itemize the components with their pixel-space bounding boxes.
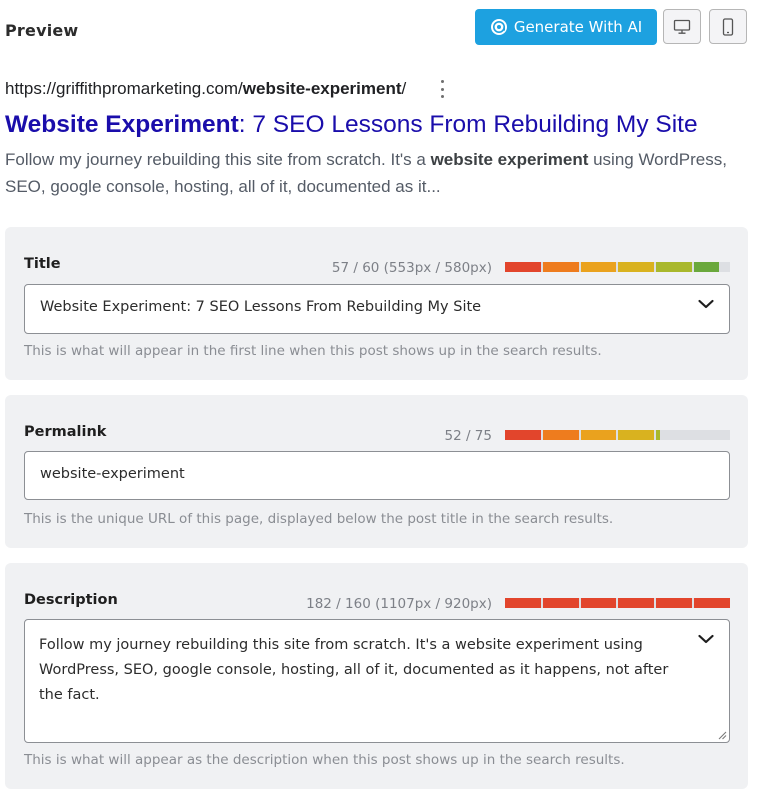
length-bar-segment — [656, 262, 692, 272]
chevron-down-icon[interactable] — [697, 295, 715, 313]
serp-url-suffix: / — [401, 79, 407, 98]
title-input[interactable] — [24, 284, 730, 334]
permalink-panel — [5, 395, 748, 548]
serp-url-prefix: https://griffithpromarketing.com/ — [5, 79, 243, 98]
chevron-down-icon[interactable] — [697, 630, 715, 648]
permalink-input-value: website-experiment — [40, 466, 185, 482]
title-input-value: Website Experiment: 7 SEO Lessons From Rebuilding My Site — [40, 299, 482, 315]
permalink-counter: 52 / 75 — [444, 428, 492, 444]
serp-url-slug: website-experiment — [242, 79, 402, 98]
permalink-help-text: This is the unique URL of this page, displayed below the post title in the search results. — [24, 511, 614, 527]
resize-handle-icon[interactable] — [718, 731, 727, 740]
length-bar-segment — [581, 598, 617, 608]
serp-title — [5, 111, 698, 139]
serp-title-rest: : 7 SEO Lessons From Rebuilding My Site — [238, 111, 698, 138]
length-bar-segment — [656, 430, 660, 440]
title-help-text: This is what will appear in the first line when this post shows up in the search results. — [24, 343, 602, 359]
description-textarea-value: Follow my journey rebuilding this site from scratch. It's a website experiment using WordPress, SEO, google console, hosting, all of it, documented as it happens, not after the fact. — [39, 637, 669, 703]
title-label: Title — [24, 256, 61, 272]
length-bar-segment — [656, 598, 692, 608]
length-bar-segment — [618, 598, 654, 608]
description-label: Description — [24, 592, 118, 608]
serp-title-keyword: Website Experiment — [5, 111, 239, 138]
generate-with-ai-button[interactable] — [475, 9, 657, 45]
permalink-input[interactable] — [24, 451, 730, 500]
title-panel — [5, 227, 748, 380]
length-bar-segment — [581, 262, 617, 272]
serp-description — [5, 146, 757, 200]
mobile-view-button[interactable] — [709, 9, 747, 44]
length-bar-segment — [505, 430, 541, 440]
description-length-bar — [505, 598, 730, 608]
length-bar-segment — [505, 598, 541, 608]
length-bar-segment — [543, 598, 579, 608]
description-help-text: This is what will appear as the description when this post shows up in the search results. — [24, 752, 625, 768]
serp-url — [5, 79, 406, 99]
length-bar-segment — [505, 262, 541, 272]
permalink-length-bar — [505, 430, 730, 440]
desktop-view-button[interactable] — [663, 9, 701, 44]
length-bar-segment — [618, 430, 654, 440]
description-counter: 182 / 160 (1107px / 920px) — [306, 596, 492, 612]
serp-desc-part1: Follow my journey rebuilding this site from scratch. It's a — [5, 150, 431, 169]
desktop-icon — [673, 19, 691, 35]
title-length-bar — [505, 262, 730, 272]
serp-desc-keyword: website experiment — [430, 150, 589, 169]
length-bar-segment — [694, 598, 730, 608]
length-bar-segment — [618, 262, 654, 272]
length-bar-segment — [694, 262, 719, 272]
description-textarea[interactable] — [24, 619, 730, 743]
more-options-icon[interactable] — [436, 80, 448, 98]
description-panel — [5, 563, 748, 789]
generate-with-ai-label: Generate With AI — [513, 18, 643, 36]
length-bar-segment — [543, 430, 579, 440]
preview-heading: Preview — [5, 21, 79, 40]
length-bar-segment — [581, 430, 617, 440]
serp-desc-part2: using WordPress, SEO, google console, hosting, all of it, documented as it... — [5, 150, 727, 196]
mobile-icon — [722, 18, 734, 36]
length-bar-segment — [543, 262, 579, 272]
ai-icon — [490, 18, 508, 36]
title-counter: 57 / 60 (553px / 580px) — [331, 260, 492, 276]
permalink-label: Permalink — [24, 424, 107, 440]
